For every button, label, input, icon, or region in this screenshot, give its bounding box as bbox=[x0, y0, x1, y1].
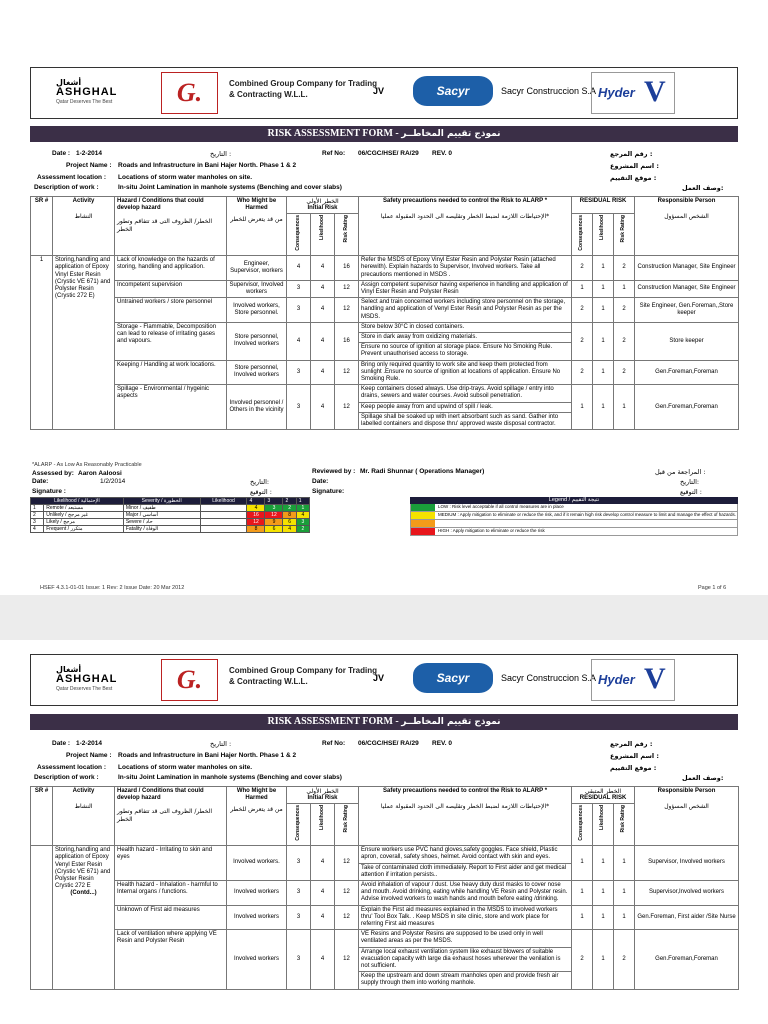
table-header: SR # Activity النشاط Hazard / Conditions that could develop hazard الخطر/ الظروف التى قد تتفاقم وتطور الخطر Who Might be Harmed من قد يتعرض للخطر الخطر الأولى Initial Risk Safety precautions needed to control the Risk to ALARP * الإحتياطات اللازمة لضبط الخطر وتقليصه الى الحدود المقبولة عمليا* RESIDUAL RISK Responsible Person الشخص المسؤول bbox=[31, 197, 739, 214]
precaution-cell: Bring only required quantity to work site and keep them protected from sunlight .Ensure no source of ignition at locations of application. Ensure No Smoking Rule. bbox=[359, 360, 572, 385]
matrix-severity: Fatality / الوفاة bbox=[123, 526, 200, 533]
alarp-note: *ALARP - As Low As Reasonably Practicable bbox=[32, 462, 142, 468]
initial-consequence: 3 bbox=[287, 298, 311, 323]
residual-consequence: 2 bbox=[572, 360, 593, 385]
matrix-row bbox=[31, 519, 310, 526]
matrix-cell: 16 bbox=[247, 512, 265, 519]
doc-footer: HSEF 4.3.1-01-01 Issue: 1 Rev: 2 Issue Date: 20 Mar 2012 bbox=[40, 585, 185, 591]
matrix-spacer bbox=[200, 505, 247, 512]
hazard-cell: Untrained workers / store personnel bbox=[115, 298, 227, 323]
harmed-cell: Involved workers. bbox=[227, 846, 287, 881]
residual-likelihood: 1 bbox=[593, 881, 614, 906]
responsible-cell: Gen.Foreman, First aider /Site Nurse bbox=[635, 905, 739, 930]
hyder-logo: Hyder V bbox=[591, 72, 675, 114]
matrix-severity: Major / أساسي bbox=[123, 512, 200, 519]
risk-table-page-1: SR # Activity النشاط Hazard / Conditions that could develop hazard الخطر/ الظروف التى قد تتفاقم وتطور الخطر Who Might be Harmed من قد يتعرض للخطر الخطر الأولى Initial Risk Safety precautions needed to control the Risk to ALARP * الإحتياطات اللازمة لضبط الخطر وتقليصه الى الحدود المقبولة عمليا* RESIDUAL RISK Responsible Person الشخص المسؤول Consequences Likelihood Risk Rating Consequences Likelihood Risk Rating 1 Storing,handling and application of Epoxy Vinyl Ester Resin (Crystic VE 671) and Polyster Resin (Crystic 272 E) Lack of knowledge on the hazards of storing, handling and application. Engineer, Supervisor, workers 4 4 16 Refer the MSDS of Epoxy Vinyl Ester Resin and Polyster Resin (attached herewith). Explain hazards to Supervisor, Involved workers. Take all precautions mentioned in MSDS . 2 1 2 Construction Manager, Site Engineer Incompetent supervision Supervisor, Involved workers 3 4 12 Assign competent supervisor having experience in handling and application of Vinyl Ester Resin and Polyster Resin 1 1 1 Construction Manager, Site Engineer Untrained workers / store personnel Involved workers, Store personnel. 3 4 12 Select and train concerned workers including store personnel on the storage, handling and application of Venyl Ester Resin and Polyster Resin as per the MSDS. 2 1 2 Site Engineer, Gen.Foreman,,Store keeper Storage - Flammable, Decomposition can lead to release of irritating gases and vapours. Store personnel, Involved workers 4 4 16 Store below 30°C in closed containers. 2 1 2 Store keeper Store in dark away from oxidizing materials. Ensure no source of ignition at storage place. Ensure No Smoking Rule. Prevent unauthorised access to storage. Keeping / Handling at work locations. Store personnel, Involved workers 3 4 12 Bring only required quantity to work site and keep them protected from sunlight .Ensure no source of ignition at locations of application. Ensure No Smoking Rule. 2 1 2 Gen.Foreman,Foreman Spillage - Environmental / hygeinic aspects Involved personnel / Others in the vicinity 3 4 12 Keep containers closed always. Use drip-trays. Avoid spillage / entry into drains, sewers and water courses. Avoid subsoil penetration. 1 1 1 Gen.Foreman,Foreman Keep people away from and upwind of spill / leak. Spillage shall be soaked up with inert absorbant such as sand. Gather into labelled containers and dispose thru' approved waste disposal contractor. bbox=[30, 196, 739, 430]
hazard-cell: Health hazard - Inhalation - harmful to Internal organs / functions. bbox=[115, 881, 227, 906]
matrix-spacer bbox=[200, 526, 247, 533]
initial-likelihood: 4 bbox=[311, 322, 335, 360]
residual-consequence: 2 bbox=[572, 322, 593, 360]
harmed-cell: Store personnel, Involved workers bbox=[227, 360, 287, 385]
table-row bbox=[31, 930, 739, 947]
hazard-cell: Storage - Flammable, Decomposition can lead to release of irritating gases and vapours. bbox=[115, 322, 227, 360]
residual-likelihood: 1 bbox=[593, 930, 614, 989]
initial-consequence: 3 bbox=[287, 905, 311, 930]
activity-text: Storing,handling and application of Epoxy Vinyl Ester Resin (Crystic VE 671) and Polyster Resin (Crystic 272 E) bbox=[55, 257, 111, 300]
responsible-cell: Gen.Foreman,Foreman bbox=[635, 360, 739, 385]
initial-rating: 16 bbox=[335, 322, 359, 360]
hazard-cell: Keeping / Handling at work locations. bbox=[115, 360, 227, 385]
matrix-cell: 2 bbox=[296, 526, 309, 533]
initial-likelihood: 4 bbox=[311, 930, 335, 989]
legend-row bbox=[410, 512, 738, 520]
responsible-cell: Gen.Foreman,Foreman bbox=[635, 930, 739, 989]
table-row bbox=[31, 846, 739, 863]
harmed-cell: Involved workers bbox=[227, 881, 287, 906]
precaution-cell: Select and train concerned workers including store personnel on the storage, handling and application of Venyl Ester Resin and Polyster Resin as per the MSDS. bbox=[359, 298, 572, 323]
residual-rating: 2 bbox=[614, 360, 635, 385]
hyder-logo: Hyder V bbox=[591, 659, 675, 701]
residual-rating: 2 bbox=[614, 256, 635, 281]
harmed-cell: Supervisor, Involved workers bbox=[227, 280, 287, 297]
residual-rating: 2 bbox=[614, 298, 635, 323]
jv-label: JV bbox=[373, 86, 385, 96]
matrix-cell: 8 bbox=[283, 512, 296, 519]
harmed-cell: Engineer, Supervisor, workers bbox=[227, 256, 287, 281]
residual-rating: 2 bbox=[614, 930, 635, 989]
initial-consequence: 3 bbox=[287, 846, 311, 881]
residual-rating: 1 bbox=[614, 881, 635, 906]
hazard-cell: Unknown of First aid measures bbox=[115, 905, 227, 930]
initial-rating: 12 bbox=[335, 360, 359, 385]
page-number: Page 1 of 6 bbox=[698, 585, 727, 591]
residual-likelihood: 1 bbox=[593, 280, 614, 297]
matrix-cell: 2 bbox=[283, 505, 296, 512]
initial-rating: 12 bbox=[335, 846, 359, 881]
matrix-cell: 4 bbox=[247, 505, 265, 512]
precaution-cell: Assign competent supervisor having experience in handling and application of Vinyl Ester Resin and Polyster Resin bbox=[359, 280, 572, 297]
initial-consequence: 4 bbox=[287, 256, 311, 281]
matrix-cell: 12 bbox=[247, 519, 265, 526]
residual-consequence: 1 bbox=[572, 385, 593, 430]
legend-swatch bbox=[411, 504, 435, 511]
legend-row bbox=[410, 520, 738, 528]
precaution-cell: Take of contaminated cloth immediately. Report to First aider and get medical attention if irritation persists.. bbox=[359, 863, 572, 880]
initial-consequence: 3 bbox=[287, 360, 311, 385]
legend-swatch bbox=[411, 528, 435, 535]
initial-rating: 12 bbox=[335, 298, 359, 323]
residual-likelihood: 1 bbox=[593, 360, 614, 385]
matrix-cell: 1 bbox=[296, 505, 309, 512]
harmed-cell: Involved personnel / Others in the vicinity bbox=[227, 385, 287, 430]
legend-row bbox=[410, 528, 738, 536]
matrix-severity: Minor / طفيف bbox=[123, 505, 200, 512]
responsible-cell: Store keeper bbox=[635, 322, 739, 360]
initial-likelihood: 4 bbox=[311, 360, 335, 385]
harmed-cell: Store personnel, Involved workers bbox=[227, 322, 287, 360]
risk-table-page-2: SR # Activity النشاط Hazard / Conditions that could develop hazard الخطر/ الظروف التى قد تتفاقم وتطور الخطر Who Might be Harmed من قد يتعرض للخطر الخطر الأولى Initial Risk Safety precautions needed to control the Risk to ALARP * الإحتياطات اللازمة لضبط الخطر وتقليصه الى الحدود المقبولة عمليا* الخطر المتبقى RESIDUAL RISK Responsible Person الشخص المسؤول Consequences Likelihood Risk Rating Consequences Likelihood Risk Rating Storing,handling and application of Epoxy Venyl Ester Resin (Crystic VE 671) and Polyster Resin Crystic 272 E (Contd...) Health hazard - Irritating to skin and eyes Involved workers. 3 4 12 Ensure workers use PVC hand gloves,safety goggles. Face shield, Plastic apron, coverall, safety shoes, helmet. Avoid contact with skin and eyes. 1 1 1 Supervisor, Involved workers Take of contaminated cloth immediately. Report to First aider and get medical attention if irritation persists.. Health hazard - Inhalation - harmful to Internal organs / functions. Involved workers 3 4 12 Avoid inhalation of vapour / dust. Use heavy duty dust masks to cover nose and mouth. Avoid drinking, eating while handling VE Resin and Polyster resin. Advise involved workers to wash hands and mouth before eating /drinking. 1 1 1 Supervisor,Involved workers Unknown of First aid measures Involved workers 3 4 12 Explain the First aid measures explained in the MSDS to involved workers thru' Tool Box Talk. . Keep MSDS in site clinic, store and work place for referring First aid measures 1 1 1 Gen.Foreman, First aider /Site Nurse Lack of ventilation where applying VE Resin and Polyster Resin Involved workers 3 4 12 VE Resins and Polyster Resins are supposed to be used only in well ventilated areas as per the MSDS. 2 1 2 Gen.Foreman,Foreman Arrange local exhaust ventilation system like exhaust blowers of suitable evacuation capacity with large dia exhaust hoses wherever the venilation is not sufficient. Keep the upstream and down stream manholes open and provide fresh air supply through them into working manhole. bbox=[30, 786, 739, 990]
matrix-severity: Severe / حاد bbox=[123, 519, 200, 526]
residual-consequence: 2 bbox=[572, 930, 593, 989]
responsible-cell: Gen.Foreman,Foreman bbox=[635, 385, 739, 430]
responsible-cell: Site Engineer, Gen.Foreman,,Store keeper bbox=[635, 298, 739, 323]
matrix-row-number: 2 bbox=[31, 512, 44, 519]
precaution-cell: Ensure workers use PVC hand gloves,safety goggles. Face shield, Plastic apron, coverall, safety shoes, helmet. Avoid contact with skin and eyes. bbox=[359, 846, 572, 863]
residual-likelihood: 1 bbox=[593, 905, 614, 930]
matrix-cell: 12 bbox=[265, 512, 283, 519]
initial-rating: 12 bbox=[335, 881, 359, 906]
initial-rating: 16 bbox=[335, 256, 359, 281]
cgc-logo: G. bbox=[161, 659, 218, 701]
form-title: RISK ASSESSMENT FORM - نموذج تقييم المخاطــر bbox=[30, 126, 738, 142]
table-row bbox=[31, 256, 739, 281]
matrix-spacer bbox=[200, 512, 247, 519]
residual-rating: 1 bbox=[614, 280, 635, 297]
sr-number bbox=[31, 846, 53, 989]
table-row bbox=[31, 385, 739, 402]
table-row bbox=[31, 280, 739, 297]
matrix-row-number: 3 bbox=[31, 519, 44, 526]
residual-rating: 1 bbox=[614, 846, 635, 881]
precaution-cell: Arrange local exhaust ventilation system like exhaust blowers of suitable evacuation capacity with large dia exhaust hoses wherever the venilation is not sufficient. bbox=[359, 947, 572, 972]
harmed-cell: Involved workers bbox=[227, 930, 287, 989]
legend-text bbox=[435, 520, 438, 527]
precaution-cell: Ensure no source of ignition at storage place. Ensure No Smoking Rule. Prevent unauthorised access to storage. bbox=[359, 343, 572, 360]
matrix-cell: 4 bbox=[283, 526, 296, 533]
legend-text: HIGH : Apply mitigation to eliminate or reduce the risk bbox=[438, 528, 545, 533]
responsible-cell: Construction Manager, Site Engineer bbox=[635, 256, 739, 281]
precaution-cell: Avoid inhalation of vapour / dust. Use heavy duty dust masks to cover nose and mouth. Avoid drinking, eating while handling VE Resin and Polyster resin. Advise involved workers to wash hands and mouth before eating /drinking. bbox=[359, 881, 572, 906]
initial-rating: 12 bbox=[335, 930, 359, 989]
residual-likelihood: 1 bbox=[593, 298, 614, 323]
precaution-cell: Keep containers closed always. Use drip-trays. Avoid spillage / entry into drains, sewers and water courses. Avoid subsoil penetration. bbox=[359, 385, 572, 402]
table-row bbox=[31, 360, 739, 385]
precaution-cell: Refer the MSDS of Epoxy Vinyl Ester Resin and Polyster Resin (attached herewith). Explain hazards to Supervisor, Involved workers. Take all precautions mentioned in MSDS . bbox=[359, 256, 572, 281]
table-header: SR # Activity النشاط Hazard / Conditions that could develop hazard الخطر/ الظروف التى قد تتفاقم وتطور الخطر Who Might be Harmed من قد يتعرض للخطر الخطر الأولى Initial Risk Safety precautions needed to control the Risk to ALARP * الإحتياطات اللازمة لضبط الخطر وتقليصه الى الحدود المقبولة عمليا* الخطر المتبقى RESIDUAL RISK Responsible Person الشخص المسؤول bbox=[31, 787, 739, 804]
hazard-cell: Spillage - Environmental / hygeinic aspects bbox=[115, 385, 227, 430]
residual-consequence: 1 bbox=[572, 905, 593, 930]
initial-consequence: 3 bbox=[287, 385, 311, 430]
matrix-cell: 3 bbox=[296, 519, 309, 526]
hazard-cell: Health hazard - Irritating to skin and eyes bbox=[115, 846, 227, 881]
hazard-cell: Lack of ventilation where applying VE Resin and Polyster Resin bbox=[115, 930, 227, 989]
initial-likelihood: 4 bbox=[311, 905, 335, 930]
table-row bbox=[31, 322, 739, 332]
residual-consequence: 1 bbox=[572, 846, 593, 881]
table-row bbox=[31, 881, 739, 906]
jv-label: JV bbox=[373, 673, 385, 683]
precaution-cell: Spillage shall be soaked up with inert absorbant such as sand. Gather into labelled containers and dispose thru' approved waste disposal contractor. bbox=[359, 412, 572, 429]
residual-rating: 2 bbox=[614, 322, 635, 360]
initial-likelihood: 4 bbox=[311, 385, 335, 430]
precaution-cell: Explain the First aid measures explained in the MSDS to involved workers thru' Tool Box Talk. . Keep MSDS in site clinic, store and work place for referring First aid measures bbox=[359, 905, 572, 930]
initial-likelihood: 4 bbox=[311, 256, 335, 281]
sacyr-logo: Sacyr bbox=[413, 76, 493, 106]
matrix-cell: 8 bbox=[247, 526, 265, 533]
residual-consequence: 1 bbox=[572, 881, 593, 906]
matrix-row bbox=[31, 512, 310, 519]
activity-line: Storing,handling and application of Epoxy Venyl Ester Resin (Crystic VE 671) and Polyster Resin Crystic 272 E bbox=[55, 847, 111, 890]
initial-rating: 12 bbox=[335, 385, 359, 430]
legend-swatch bbox=[411, 512, 435, 519]
harmed-cell: Involved workers, Store personnel. bbox=[227, 298, 287, 323]
page-2: أشغال ASHGHAL Qatar Deserves The Best G. Combined Group Company for Trading & Contracting W.L.L. JV Sacyr Sacyr Construccion S.A Hyder V RISK ASSESSMENT FORM - نموذج تقييم المخاطــر Date : 1-2-2014 التاريخ : Ref No: 06/CGC/HSE/ RA/29 REV. 0 رقم المرجع : Project Name : Roads and Infrastructure in Bani Hajer North. Phase 1 & 2 اسم المشروع : Assessment location : Locations of storm water manholes on site. موقع التقييم : Description of work : In-situ Joint Lamination in manhole systems (Benching and cover slabs) وصف العمل: SR # Activity النشاط Hazard / Conditions that could develop hazard الخطر/ الظروف التى قد تتفاقم وتطور الخطر Who Might be Harmed من قد يتعرض للخطر الخطر الأولى Initial Risk Safety precautions needed to control the Risk to ALARP * الإحتياطات اللازمة لضبط الخطر وتقليصه الى الحدود المقبولة عمليا* الخطر المتبقى RESIDUAL RISK Responsible Person الشخص المسؤول Consequences Likelihood Risk Rating Consequences Likelihood Risk Rating Storing,handling and application of Epoxy Venyl Ester Resin (Crystic VE 671) and Polyster Resin Crystic 272 E (Contd...) Health hazard - Irritating to skin and eyes Involved workers. 3 4 12 Ensure workers use PVC hand gloves,safety goggles. Face shield, Plastic apron, coverall, safety shoes, helmet. Avoid contact with skin and eyes. 1 1 1 Supervisor, Involved workers Take of contaminated cloth immediately. Report to First aider and get medical attention if irritation persists.. Health hazard - Inhalation - harmful to Internal organs / functions. Involved workers 3 4 12 Avoid inhalation of vapour / dust. Use heavy duty dust masks to cover nose and mouth. Avoid drinking, eating while handling VE Resin and Polyster resin. Advise involved workers to wash hands and mouth before eating /drinking. 1 1 1 Supervisor,Involved workers Unknown of First aid measures Involved workers 3 4 12 Explain the First aid measures explained in the MSDS to involved workers thru' Tool Box Talk. . Keep MSDS in site clinic, store and work place for referring First aid measures 1 1 1 Gen.Foreman, First aider /Site Nurse Lack of ventilation where applying VE Resin and Polyster Resin Involved workers 3 4 12 VE Resins and Polyster Resins are supposed to be used only in well ventilated areas as per the MSDS. 2 1 2 Gen.Foreman,Foreman Arrange local exhaust ventilation system like exhaust blowers of suitable evacuation capacity with large dia exhaust hoses wherever the venilation is not sufficient. Keep the upstream and down stream manholes open and provide fresh air supply through them into working manhole. bbox=[0, 640, 768, 1024]
precaution-cell: Keep people away from and upwind of spill / leak. bbox=[359, 402, 572, 412]
cgc-logo: G. bbox=[161, 72, 218, 114]
residual-rating: 1 bbox=[614, 905, 635, 930]
initial-rating: 12 bbox=[335, 905, 359, 930]
hazard-cell: Incompetent supervision bbox=[115, 280, 227, 297]
legend-swatch bbox=[411, 520, 435, 527]
matrix-row bbox=[31, 505, 310, 512]
initial-likelihood: 4 bbox=[311, 280, 335, 297]
responsible-cell: Construction Manager, Site Engineer bbox=[635, 280, 739, 297]
legend-text: LOW : Risk level acceptable if all control measures are in place bbox=[438, 504, 564, 509]
precaution-cell: VE Resins and Polyster Resins are supposed to be used only in well ventilated areas as per the MSDS. bbox=[359, 930, 572, 947]
matrix-row-number: 4 bbox=[31, 526, 44, 533]
matrix-cell: 3 bbox=[265, 505, 283, 512]
activity-contd: (Contd...) bbox=[70, 890, 97, 897]
activity-cell bbox=[53, 846, 115, 989]
matrix-cell: 4 bbox=[296, 512, 309, 519]
matrix-likelihood: Unlikely / غير مرجح bbox=[44, 512, 124, 519]
matrix-cell: 6 bbox=[265, 526, 283, 533]
initial-consequence: 3 bbox=[287, 280, 311, 297]
matrix-cell: 9 bbox=[265, 519, 283, 526]
matrix-row bbox=[31, 526, 310, 533]
initial-consequence: 3 bbox=[287, 881, 311, 906]
residual-likelihood: 1 bbox=[593, 256, 614, 281]
sacyr-logo: Sacyr bbox=[413, 663, 493, 693]
precaution-cell: Store in dark away from oxidizing materials. bbox=[359, 333, 572, 343]
residual-likelihood: 1 bbox=[593, 322, 614, 360]
initial-rating: 12 bbox=[335, 280, 359, 297]
matrix-likelihood: Likely / مرجح bbox=[44, 519, 124, 526]
ashghal-logo: أشغال ASHGHAL Qatar Deserves The Best bbox=[56, 665, 118, 692]
hazard-cell: Lack of knowledge on the hazards of storing, handling and application. bbox=[115, 256, 227, 281]
legend-row bbox=[410, 504, 738, 512]
harmed-cell: Involved workers bbox=[227, 905, 287, 930]
logo-bar bbox=[30, 67, 738, 119]
table-row bbox=[31, 298, 739, 323]
responsible-cell: Supervisor,Involved workers bbox=[635, 881, 739, 906]
initial-likelihood: 4 bbox=[311, 881, 335, 906]
legend: Legend / نتيجة التقييم LOW : Risk level acceptable if all control measures are in place MEDIUM : Apply mitigation to eliminate or reduce the risk, and if it remain high risk develop control measure to limit and manage the effect of hazards. HIGH : Apply mitigation to eliminate or reduce the risk bbox=[410, 497, 738, 536]
legend-text: MEDIUM : Apply mitigation to eliminate or reduce the risk, and if it remain high risk develop control measure to limit and manage the effect of hazards. bbox=[438, 512, 737, 517]
risk-matrix: Likelihood / الإحتمالية Severity / الخطورة Likelihood 4 3 2 1 1 Remote / مستبعد Minor / طفيف 4 3 2 1 2 Unlikely / غير مرجح Major / أساسي 16 12 8 4 3 Likely / مرجح Severe / حاد 12 9 6 3 4 Frequent / متكرر Fatality / الوفاة 8 6 4 2 bbox=[30, 497, 310, 533]
form-title: RISK ASSESSMENT FORM - نموذج تقييم المخاطــر bbox=[30, 714, 738, 730]
matrix-cell: 6 bbox=[283, 519, 296, 526]
initial-consequence: 4 bbox=[287, 322, 311, 360]
residual-likelihood: 1 bbox=[593, 385, 614, 430]
initial-likelihood: 4 bbox=[311, 298, 335, 323]
residual-consequence: 2 bbox=[572, 256, 593, 281]
sacyr-name: Sacyr Construccion S.A bbox=[501, 86, 597, 96]
sr-number: 1 bbox=[31, 256, 53, 430]
matrix-likelihood: Frequent / متكرر bbox=[44, 526, 124, 533]
residual-likelihood: 1 bbox=[593, 846, 614, 881]
logo-bar bbox=[30, 654, 738, 706]
residual-consequence: 1 bbox=[572, 280, 593, 297]
matrix-likelihood: Remote / مستبعد bbox=[44, 505, 124, 512]
initial-consequence: 3 bbox=[287, 930, 311, 989]
residual-consequence: 2 bbox=[572, 298, 593, 323]
cgc-name: Combined Group Company for Trading & Contracting W.L.L. bbox=[229, 79, 377, 99]
activity-text bbox=[55, 847, 112, 897]
sacyr-name: Sacyr Construccion S.A bbox=[501, 673, 597, 683]
activity-cell bbox=[53, 256, 115, 430]
precaution-cell: Keep the upstream and down stream manholes open and provide fresh air supply through them into working manhole. bbox=[359, 972, 572, 989]
matrix-spacer bbox=[200, 519, 247, 526]
initial-likelihood: 4 bbox=[311, 846, 335, 881]
responsible-cell: Supervisor, Involved workers bbox=[635, 846, 739, 881]
residual-rating: 1 bbox=[614, 385, 635, 430]
table-row bbox=[31, 905, 739, 930]
ashghal-logo: أشغال ASHGHAL Qatar Deserves The Best bbox=[56, 78, 118, 105]
cgc-name: Combined Group Company for Trading & Contracting W.L.L. bbox=[229, 666, 377, 686]
page-1: أشغال ASHGHAL Qatar Deserves The Best G. Combined Group Company for Trading & Contracting W.L.L. JV Sacyr Sacyr Construccion S.A Hyder V RISK ASSESSMENT FORM - نموذج تقييم المخاطــر Date : 1-2-2014 التاريخ : Ref No: 06/CGC/HSE/ RA/29 REV. 0 رقم المرجع : Project Name : Roads and Infrastructure in Bani Hajer North. Phase 1 & 2 اسم المشروع : Assessment location : Locations of storm water manholes on site. موقع التقييم : Description of work : In-situ Joint Lamination in manhole systems (Benching and cover slabs) وصف العمل: SR # Activity النشاط Hazard / Conditions that could develop hazard الخطر/ الظروف التى قد تتفاقم وتطور الخطر Who Might be Harmed من قد يتعرض للخطر الخطر الأولى Initial Risk Safety precautions needed to control the Risk to ALARP * الإحتياطات اللازمة لضبط الخطر وتقليصه الى الحدود المقبولة عمليا* RESIDUAL RISK Responsible Person الشخص المسؤول Consequences Likelihood Risk Rating Consequences Likelihood Risk Rating 1 Storing,handling and application of Epoxy Vinyl Ester Resin (Crystic VE 671) and Polyster Resin (Crystic 272 E) Lack of knowledge on the hazards of storing, handling and application. Engineer, Supervisor, workers 4 4 16 Refer the MSDS of Epoxy Vinyl Ester Resin and Polyster Resin (attached herewith). Explain hazards to Supervisor, Involved workers. Take all precautions mentioned in MSDS . 2 1 2 Construction Manager, Site Engineer Incompetent supervision Supervisor, Involved workers 3 4 12 Assign competent supervisor having experience in handling and application of Vinyl Ester Resin and Polyster Resin 1 1 1 Construction Manager, Site Engineer Untrained workers / store personnel Involved workers, Store personnel. 3 4 12 Select and train concerned workers including store personnel on the storage, handling and application of Venyl Ester Resin and Polyster Resin as per the MSDS. 2 1 2 Site Engineer, Gen.Foreman,,Store keeper Storage - Flammable, Decomposition can lead to release of irritating gases and vapours. Store personnel, Involved workers 4 4 16 Store below 30°C in closed containers. 2 1 2 Store keeper Store in dark away from oxidizing materials. Ensure no source of ignition at storage place. Ensure No Smoking Rule. Prevent unauthorised access to storage. Keeping / Handling at work locations. Store personnel, Involved workers 3 4 12 Bring only required quantity to work site and keep them protected from sunlight .Ensure no source of ignition at locations of application. Ensure No Smoking Rule. 2 1 2 Gen.Foreman,Foreman Spillage - Environmental / hygeinic aspects Involved personnel / Others in the vicinity 3 4 12 Keep containers closed always. Use drip-trays. Avoid spillage / entry into drains, sewers and water courses. Avoid subsoil penetration. 1 1 1 Gen.Foreman,Foreman Keep people away from and upwind of spill / leak. Spillage shall be soaked up with inert absorbant such as sand. Gather into labelled containers and dispose thru' approved waste disposal contractor. *ALARP - As Low As Reasonably Practicable Assessed by: Aaron Aaloosi Date: 1/2/2014 التاريخ: Signature : التوقيع : Reviewed by : Mr. Radi Shunnar ( Operations Manager) المراجعة من قبل : Date: التاريخ: Signature: التوقيع : Likelihood / الإحتمالية Severity / الخطورة Likelihood 4 3 2 1 1 Remote / مستبعد Minor / طفيف 4 3 2 1 2 Unlikely / غير مرجح Major / أساسي 16 12 8 4 3 Likely / مرجح Severe / حاد 12 9 6 3 4 Frequent / متكرر Fatality / الوفاة 8 6 4 2 Legend / نتيجة التقييم LOW : Risk level acceptable if all control measures are in place MEDIUM : Apply mitigation to eliminate or reduce the risk, and if it remain high risk develop control measure to limit and manage the effect of hazards. HIGH : Apply mitigation to eliminate or reduce the risk HSEF 4.3.1-01-01 Issue: 1 Rev: 2 Issue Date: 20 Mar 2012 Page 1 of 6 bbox=[0, 0, 768, 595]
precaution-cell: Store below 30°C in closed containers. bbox=[359, 322, 572, 332]
matrix-row-number: 1 bbox=[31, 505, 44, 512]
